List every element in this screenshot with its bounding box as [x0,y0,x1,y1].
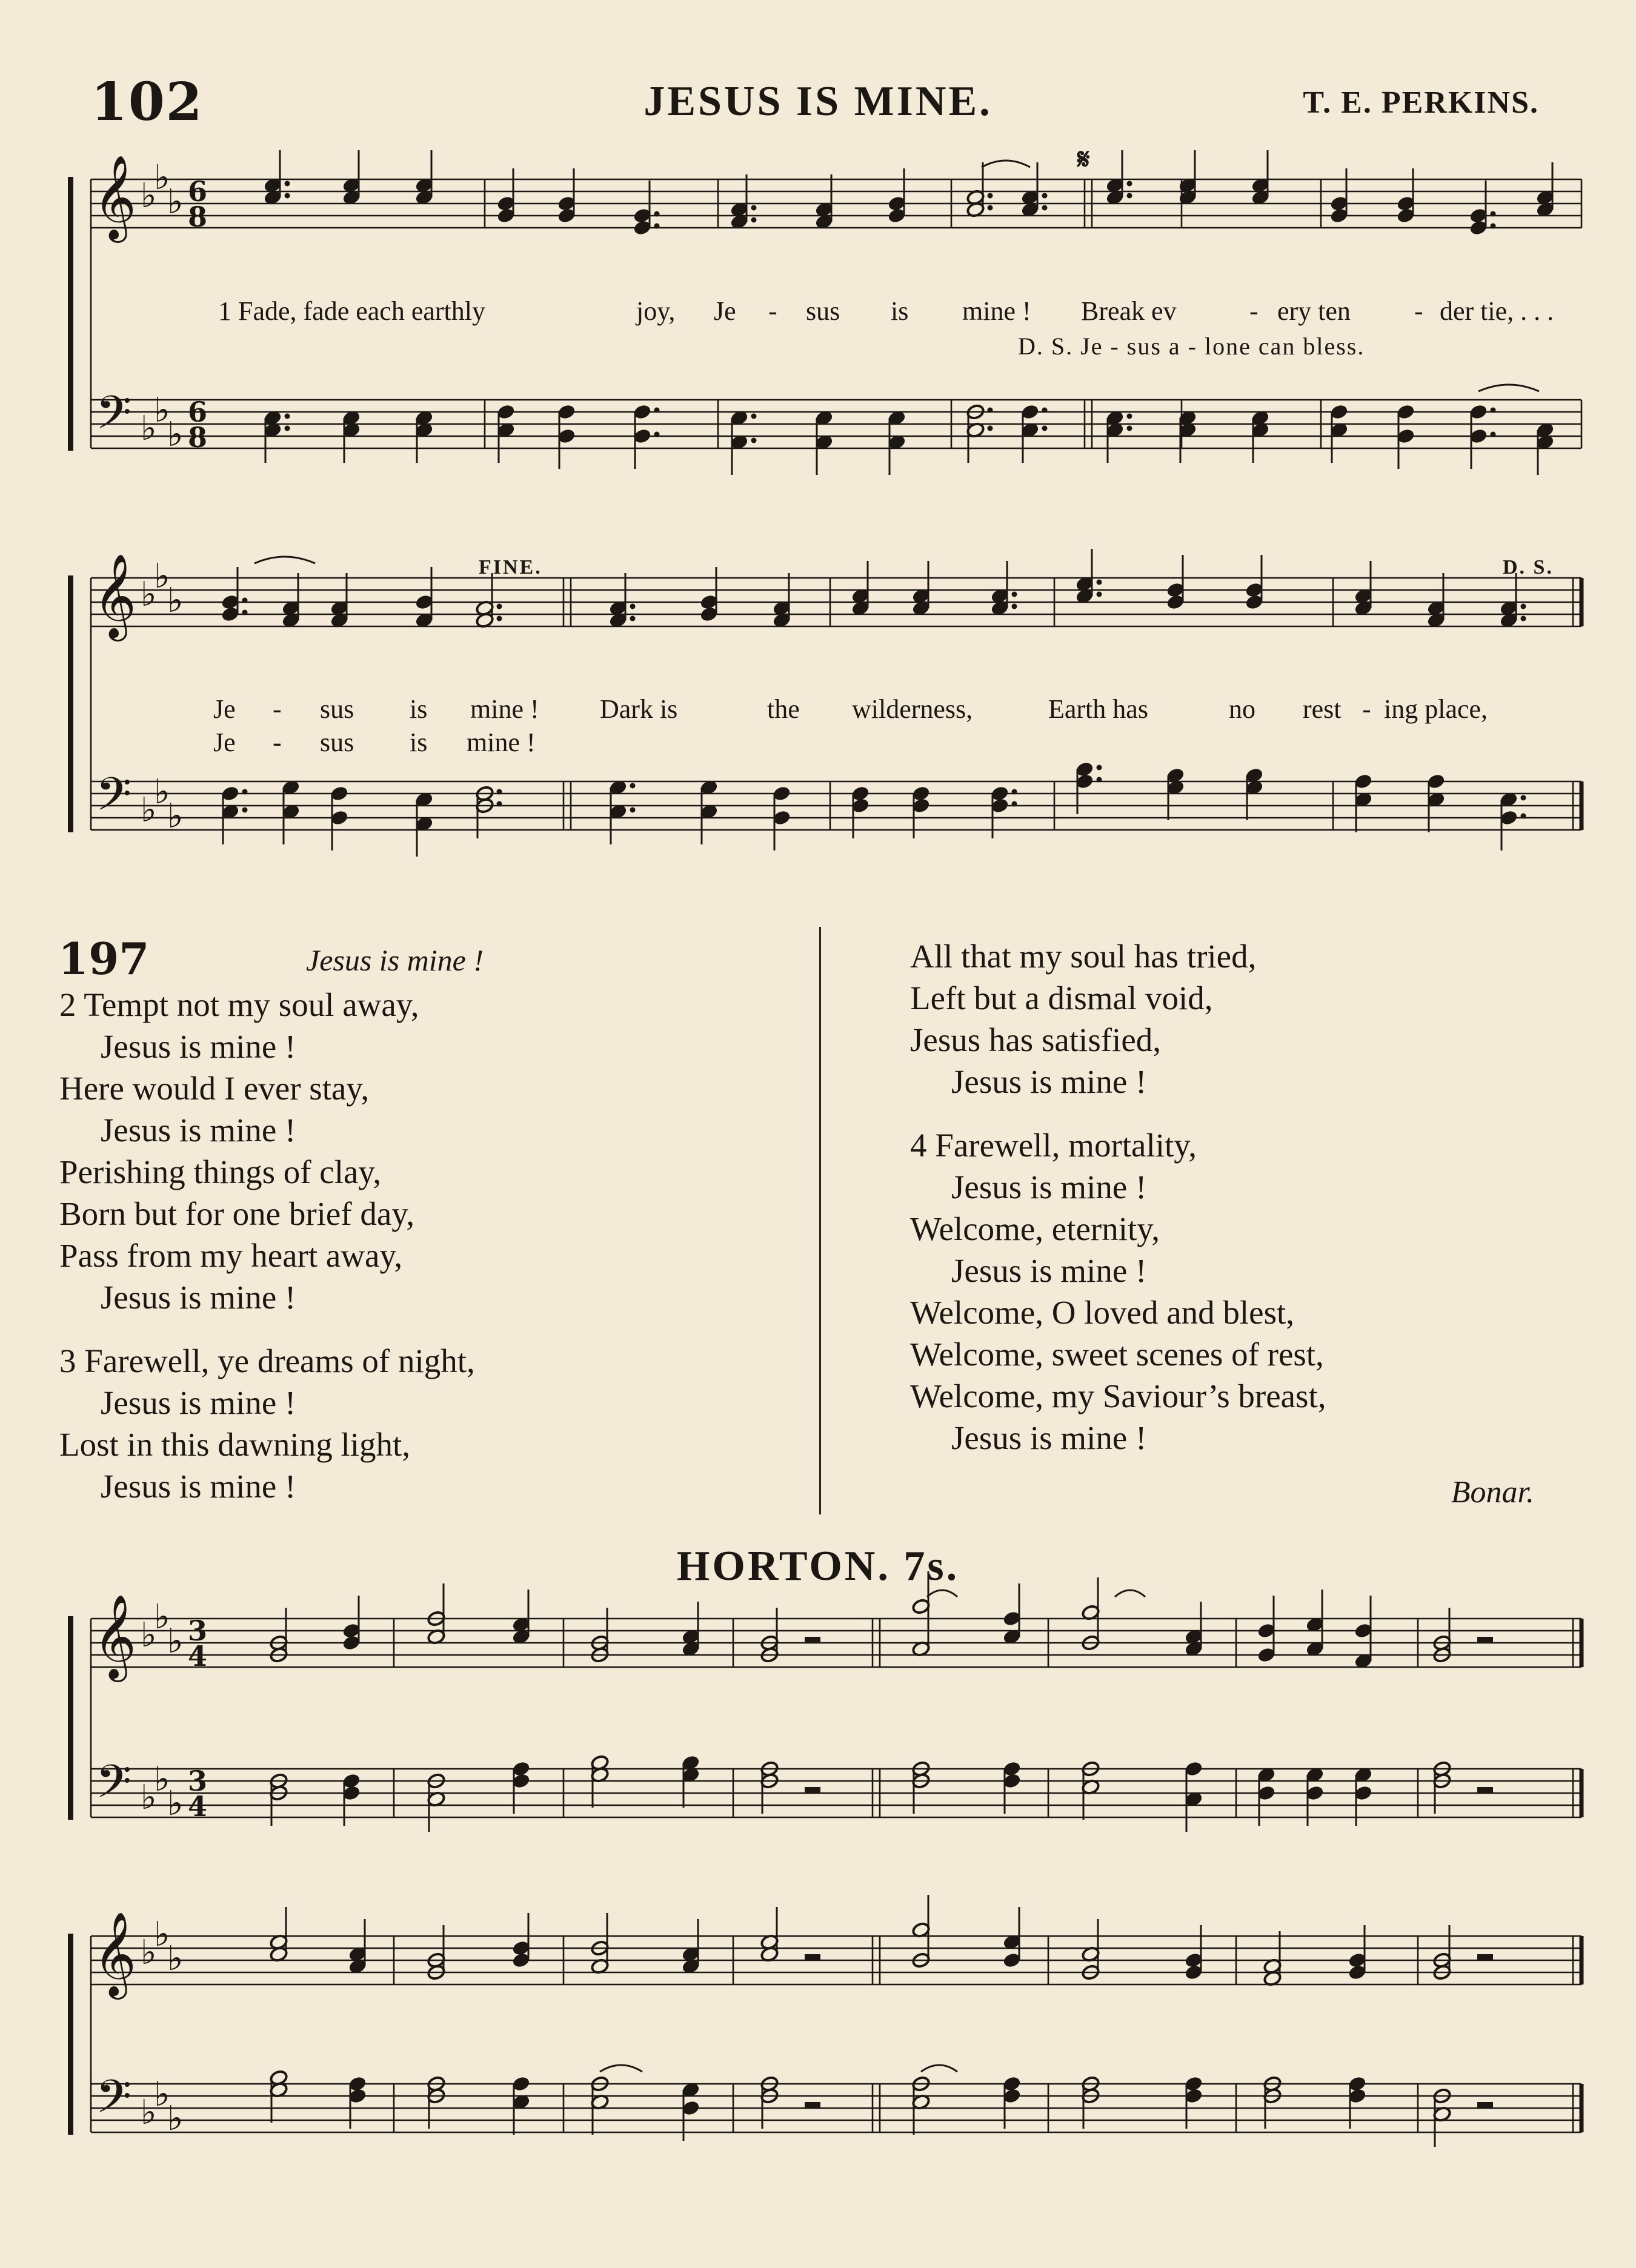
dot [751,438,757,443]
flat-icon: ♭ [154,2075,170,2114]
lyric-syllable: sus [320,694,354,724]
hymn-tune-title: JESUS IS MINE. [643,78,993,125]
flat-icon: ♭ [141,575,157,614]
stanza-line: Jesus is mine ! [951,1063,1147,1100]
stanza-line: Here would I ever stay, [59,1070,370,1107]
segno-mark: 𝄋 [1077,144,1092,176]
dot [1491,211,1496,217]
dot [1012,789,1017,795]
slur [927,1590,957,1597]
time-signature-top: 6 [188,175,208,208]
lyric-syllable: Break ev [1081,296,1177,326]
stanza-line: Jesus has satisfied, [910,1021,1161,1058]
rest-mark [805,1787,820,1792]
system-brace [68,575,73,832]
flat-icon: ♭ [167,1939,184,1978]
lyric-syllable: wilderness, [852,694,973,724]
stanza-line: Jesus is mine ! [951,1252,1147,1289]
dot [1491,432,1496,437]
stanza-line: 4 Farewell, mortality, [910,1127,1197,1164]
rest-mark [1477,1637,1493,1642]
treble-clef-icon: 𝄞 [93,1594,136,1679]
lyric-syllable: 1 Fade, fade each earthly [218,296,485,326]
lyric-syllable: - [1414,296,1423,326]
stanza-line: Perishing things of clay, [59,1153,382,1190]
system-brace [68,1934,73,2135]
flat-icon: ♭ [141,2093,157,2132]
stanza-line: Jesus is mine ! [101,1384,296,1421]
lyric-syllable: mine ! [962,296,1031,326]
rest-mark [1477,2102,1493,2107]
dot [1012,592,1017,597]
hymn-author: Bonar. [1451,1475,1534,1510]
rest-mark [805,2102,820,2107]
slur [982,161,1030,167]
lyric-syllable: Je [213,728,236,757]
flat-icon: ♭ [167,2099,184,2138]
dot [1491,224,1496,229]
dot [285,426,290,431]
dot [1521,604,1526,609]
flat-icon: ♭ [154,557,170,596]
stanza-gap [910,1102,1326,1124]
dot [988,193,993,199]
dot [285,193,290,199]
flat-icon: ♭ [141,1933,157,1972]
flat-icon: ♭ [154,772,170,812]
lyric-syllable: rest [1303,694,1342,724]
lyric-syllable: ery ten [1277,296,1351,326]
rest-mark [1477,1787,1493,1792]
dot [630,604,636,609]
lyric-syllable: no [1229,694,1255,724]
dot [1097,765,1102,771]
dot [1097,580,1102,585]
lyric-syllable: Dark is [600,694,678,724]
dot [630,783,636,789]
stanza-line: Left but a dismal void, [910,980,1213,1016]
lyric-syllable: der tie, . . . [1440,296,1554,326]
lyric-syllable: - [273,728,282,757]
lyric-syllable: mine ! [467,728,536,757]
dot [285,414,290,419]
time-signature-bottom: 4 [188,1790,208,1823]
lyric-syllable: - [768,296,777,326]
stanza-line: Welcome, O loved and blest, [910,1294,1295,1331]
time-signature-top: 6 [188,396,208,428]
stanza-gap [59,1318,475,1340]
flat-icon: ♭ [141,791,157,830]
lyric-syllable: - [273,694,282,724]
dot [751,414,757,419]
dot [497,789,502,795]
lyric-syllable: Je [714,296,736,326]
rest-mark [805,1954,820,1960]
dot [1491,408,1496,413]
hymn-number: 197 [58,933,150,984]
dot [497,801,502,807]
dot [285,181,290,187]
bass-clef-icon: 𝄢 [96,768,132,832]
flat-icon: ♭ [154,1760,170,1799]
time-signature-top: 3 [188,1765,208,1797]
flat-icon: ♭ [167,1784,184,1823]
dot [497,604,502,609]
lyric-syllable: ing place, [1384,694,1488,724]
lyric-syllable: Earth has [1048,694,1148,724]
stanza-line: Welcome, eternity, [910,1210,1160,1247]
lyric-syllable: sus [806,296,840,326]
dot [242,610,248,615]
flat-icon: ♭ [154,391,170,430]
stanza-line: Jesus is mine ! [101,1028,296,1065]
bass-clef-icon: 𝄢 [96,386,132,451]
hymn-subtitle: Jesus is mine ! [306,943,484,977]
fine-mark: FINE. [479,556,542,579]
flat-icon: ♭ [154,158,170,197]
dot [1042,205,1048,211]
bass-clef-icon: 𝄢 [96,2070,132,2135]
dot [1012,801,1017,807]
slur [254,557,315,563]
lyric-syllable: is [410,694,428,724]
stanza-column-right [910,935,1326,1459]
slur [1115,1590,1145,1597]
dot [630,616,636,622]
lyric-syllable: the [767,694,800,724]
dot [654,211,660,217]
stanza-line: Lost in this dawning light, [59,1426,411,1463]
dot [1127,426,1132,431]
dot [988,426,993,431]
lyric-syllable: - [1249,296,1259,326]
composer: T. E. PERKINS. [1303,85,1539,120]
stanza-line: Pass from my heart away, [59,1237,403,1274]
time-signature-bottom: 8 [188,201,208,233]
flat-icon: ♭ [167,1622,184,1661]
stanza-line: Born but for one brief day, [59,1195,414,1232]
flat-icon: ♭ [154,1597,170,1637]
ds-lyric-line: D. S. Je - sus a - lone can bless. [1018,333,1365,360]
dot [1042,408,1048,413]
treble-clef-icon: 𝄞 [93,554,136,638]
stanza-line: Jesus is mine ! [951,1169,1147,1205]
second-tune-title: HORTON. 7s. [676,1543,960,1590]
dot [1042,426,1048,431]
dot [988,408,993,413]
stanza-column-left [59,984,475,1507]
flat-icon: ♭ [141,1616,157,1655]
dot [654,408,660,413]
stanza-line: Jesus is mine ! [101,1112,296,1149]
dot [1012,604,1017,609]
dot [1127,181,1132,187]
dot [654,432,660,437]
slur [921,2065,957,2072]
time-signature-bottom: 4 [188,1640,208,1673]
flat-icon: ♭ [154,1915,170,1954]
stanza-line: Jesus is mine ! [101,1468,296,1505]
stanza-line: All that my soul has tried, [910,938,1257,975]
bass-clef-icon: 𝄢 [96,1755,132,1820]
stanza-line: Welcome, my Saviour’s breast, [910,1378,1326,1414]
lyric-syllable: is [891,296,909,326]
dot [497,616,502,622]
lyric-syllable: Je [213,694,236,724]
dot [1127,193,1132,199]
lyric-syllable: mine ! [470,694,539,724]
stanza-line: Jesus is mine ! [951,1419,1147,1456]
flat-icon: ♭ [167,182,184,222]
stanza-line: Welcome, sweet scenes of rest, [910,1336,1324,1373]
time-signature-bottom: 8 [188,421,208,454]
rest-mark [1477,1954,1493,1960]
dot [242,598,248,603]
dot [1521,814,1526,819]
dot [1097,592,1102,597]
flat-icon: ♭ [167,797,184,836]
dot [751,217,757,223]
dot [1521,795,1526,801]
system-brace [68,177,73,451]
ds-mark: D. S. [1503,556,1554,579]
column-divider [819,927,821,1514]
lyric-syllable: sus [320,728,354,757]
flat-icon: ♭ [141,409,157,448]
dot [654,224,660,229]
dot [242,807,248,813]
dot [1042,193,1048,199]
flat-icon: ♭ [167,581,184,620]
lyric-syllable: joy, [636,296,676,326]
dot [242,789,248,795]
dot [988,205,993,211]
lyric-syllable: is [410,728,428,757]
dot [1097,777,1102,783]
treble-clef-icon: 𝄞 [93,155,136,239]
dot [751,205,757,211]
page-number: 102 [91,71,204,133]
dot [1127,414,1132,419]
stanza-line: 3 Farewell, ye dreams of night, [59,1342,475,1379]
dot [630,807,636,813]
rest-mark [805,1637,820,1642]
stanza-line: 2 Tempt not my soul away, [59,986,419,1023]
time-signature-top: 3 [188,1614,208,1647]
system-brace [68,1616,73,1820]
slur [600,2065,642,2072]
slur [1478,385,1539,391]
flat-icon: ♭ [141,1778,157,1817]
treble-clef-icon: 𝄞 [93,1912,136,1996]
dot [1521,616,1526,622]
lyric-syllable: - [1362,694,1371,724]
flat-icon: ♭ [167,415,184,454]
flat-icon: ♭ [141,176,157,216]
stanza-line: Jesus is mine ! [101,1279,296,1316]
